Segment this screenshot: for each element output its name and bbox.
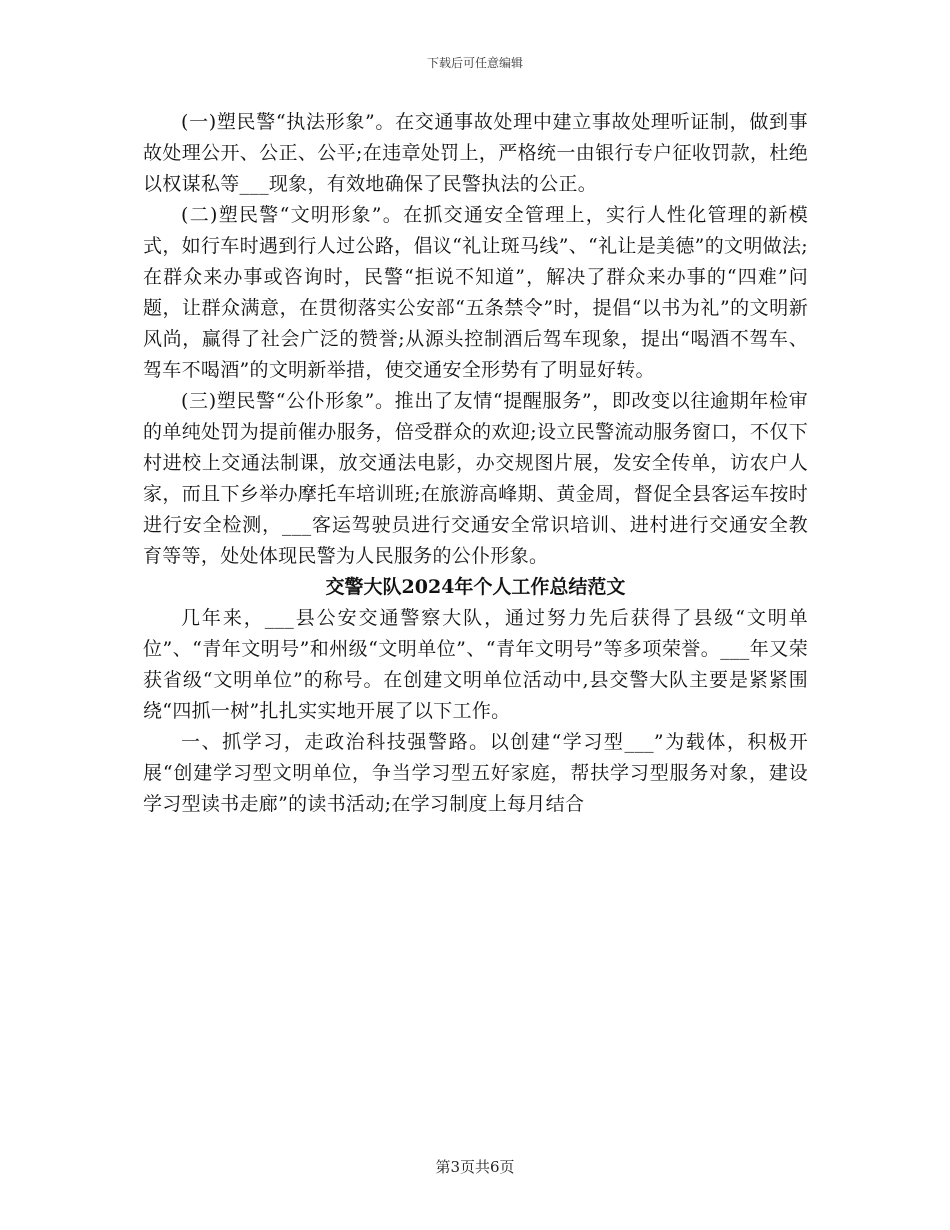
page-number-footer: 第3页共6页: [435, 1158, 515, 1176]
section-heading: 交警大队2024年个人工作总结范文: [325, 576, 626, 598]
page-header-note: 下载后可任意编辑: [426, 56, 523, 70]
paragraph-civility-image: (二)塑民警“文明形象”。在抓交通安全管理上，实行人性化管理的新模式，如行车时遇到行人过公路，倡议“礼让斑马线”、“礼让是美德”的文明做法;在群众来办事或咨询时，民警“拒说不知道”，解决了群众来办事的“四难”问题，让群众满意，在贯彻落实公安部“五条禁令”时，提倡“以书为礼”的文明新风尚，赢得了社会广泛的赞誉;从源头控制酒后驾车现象，提出“喝酒不驾车、驾车不喝酒”的文明新举措，使交通安全形势有了明显好转。: [143, 204, 808, 381]
paragraph-public-servant-image: (三)塑民警“公仆形象”。推出了友情“提醒服务”，即改变以往逾期年检审的单纯处罚为提前催办服务，倍受群众的欢迎;设立民警流动服务窗口，不仅下村进校上交通法制课，放交通法电影，办交规图片展，发安全传单，访农户人家，而且下乡举办摩托车培训班;在旅游高峰期、黄金周，督促全县客运车按时进行安全检测，___客运驾驶员进行交通安全常识培训、进村进行交通安全教育等等，处处体现民警为人民服务的公仆形象。: [143, 390, 808, 567]
paragraph-study-section: 一、抓学习，走政治科技强警路。以创建“学习型___”为载体，积极开展“创建学习型文明单位，争当学习型五好家庭，帮扶学习型服务对象，建设学习型读书走廊”的读书活动;在学习制度上每月结合: [143, 731, 808, 815]
document-body: [143, 107, 808, 820]
paragraph-honors-intro: 几年来，___县公安交通警察大队，通过努力先后获得了县级“文明单位”、“青年文明号”和州级“文明单位”、“青年文明号”等多项荣誉。___年又荣获省级“文明单位”的称号。在创建文明单位活动中,县交警大队主要是紧紧围绕“四抓一树”扎扎实实地开展了以下工作。: [143, 607, 808, 722]
paragraph-law-enforcement-image: (一)塑民警“执法形象”。在交通事故处理中建立事故处理听证制，做到事故处理公开、公正、公平;在违章处罚上，严格统一由银行专户征收罚款，杜绝以权谋私等___现象，有效地确保了民警执法的公正。: [143, 111, 808, 195]
